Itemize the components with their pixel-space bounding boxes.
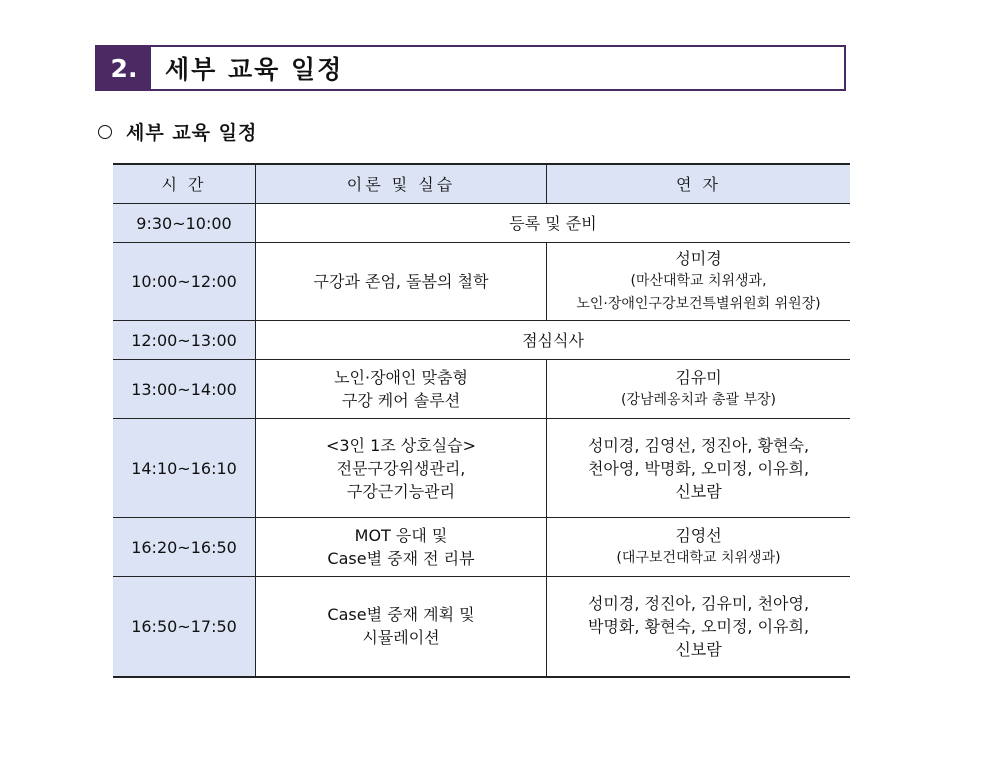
content-cell [256,577,547,677]
speaker-name: 김유미 [675,368,722,387]
speaker-cell [547,419,851,518]
content-cell [256,243,547,321]
merged-cell: 점심식사 [256,321,851,360]
time-cell: 9:30~10:00 [113,204,256,243]
content-cell [256,518,547,577]
merged-cell: 등록 및 준비 [256,204,851,243]
table-row [113,577,850,677]
subheading [98,118,257,145]
circle-bullet-icon [98,125,112,139]
speaker-name: 신보람 [675,481,722,501]
section-header [95,45,846,91]
speaker-cell [547,518,851,577]
table-row [113,204,850,243]
column-header-content: 이론 및 실습 [256,164,547,204]
speaker-name: 성미경, 정진아, 김유미, 천아영, [587,593,810,613]
time-cell: 12:00~13:00 [113,321,256,360]
speaker-affiliation: (강남레옹치과 총괄 부장) [620,392,777,408]
content-line: 구강과 존엄, 돌봄의 철학 [313,272,489,291]
time-cell: 16:50~17:50 [113,577,256,677]
speaker-name: 김영선 [675,526,722,545]
column-header-time: 시 간 [113,164,256,204]
table-row [113,360,850,419]
table-row [113,518,850,577]
subheading-text: 세부 교육 일정 [126,122,258,144]
speaker-name: 박명화, 황현숙, 오미정, 이유희, [587,616,810,636]
content-line: 시뮬레이션 [362,628,440,648]
content-line: Case별 중재 계획 및 [327,605,475,625]
content-line: Case별 중재 전 리뷰 [327,549,475,568]
speaker-affiliation: 노인·장애인구강보건특별위원회 위원장) [576,296,821,312]
section-number: 2. [97,47,151,89]
speaker-affiliation: (대구보건대학교 치위생과) [616,550,781,566]
time-cell: 10:00~12:00 [113,243,256,321]
speaker-cell [547,360,851,419]
speaker-cell [547,577,851,677]
section-title: 세부 교육 일정 [165,55,344,84]
content-line: <3인 1조 상호실습> [325,435,477,455]
speaker-name: 신보람 [675,639,722,659]
table-row [113,419,850,518]
content-line: 구강 케어 솔루션 [341,391,461,410]
content-line: 구강근기능관리 [346,481,456,501]
speaker-affiliation: (마산대학교 치위생과, [630,273,767,289]
time-cell: 13:00~14:00 [113,360,256,419]
content-cell [256,419,547,518]
time-cell: 14:10~16:10 [113,419,256,518]
speaker-name: 천아영, 박명화, 오미정, 이유희, [587,458,810,478]
speaker-name: 성미경 [675,249,722,268]
content-line: 전문구강위생관리, [336,458,466,478]
speaker-cell [547,243,851,321]
content-cell [256,360,547,419]
table-header-row [113,164,850,204]
speaker-name: 성미경, 김영선, 정진아, 황현숙, [587,435,810,455]
table-row [113,243,850,321]
table-row [113,321,850,360]
column-header-speaker: 연 자 [547,164,851,204]
time-cell: 16:20~16:50 [113,518,256,577]
content-line: 노인·장애인 맞춤형 [334,368,468,387]
schedule-table [113,163,850,678]
content-line: MOT 응대 및 [354,526,448,545]
